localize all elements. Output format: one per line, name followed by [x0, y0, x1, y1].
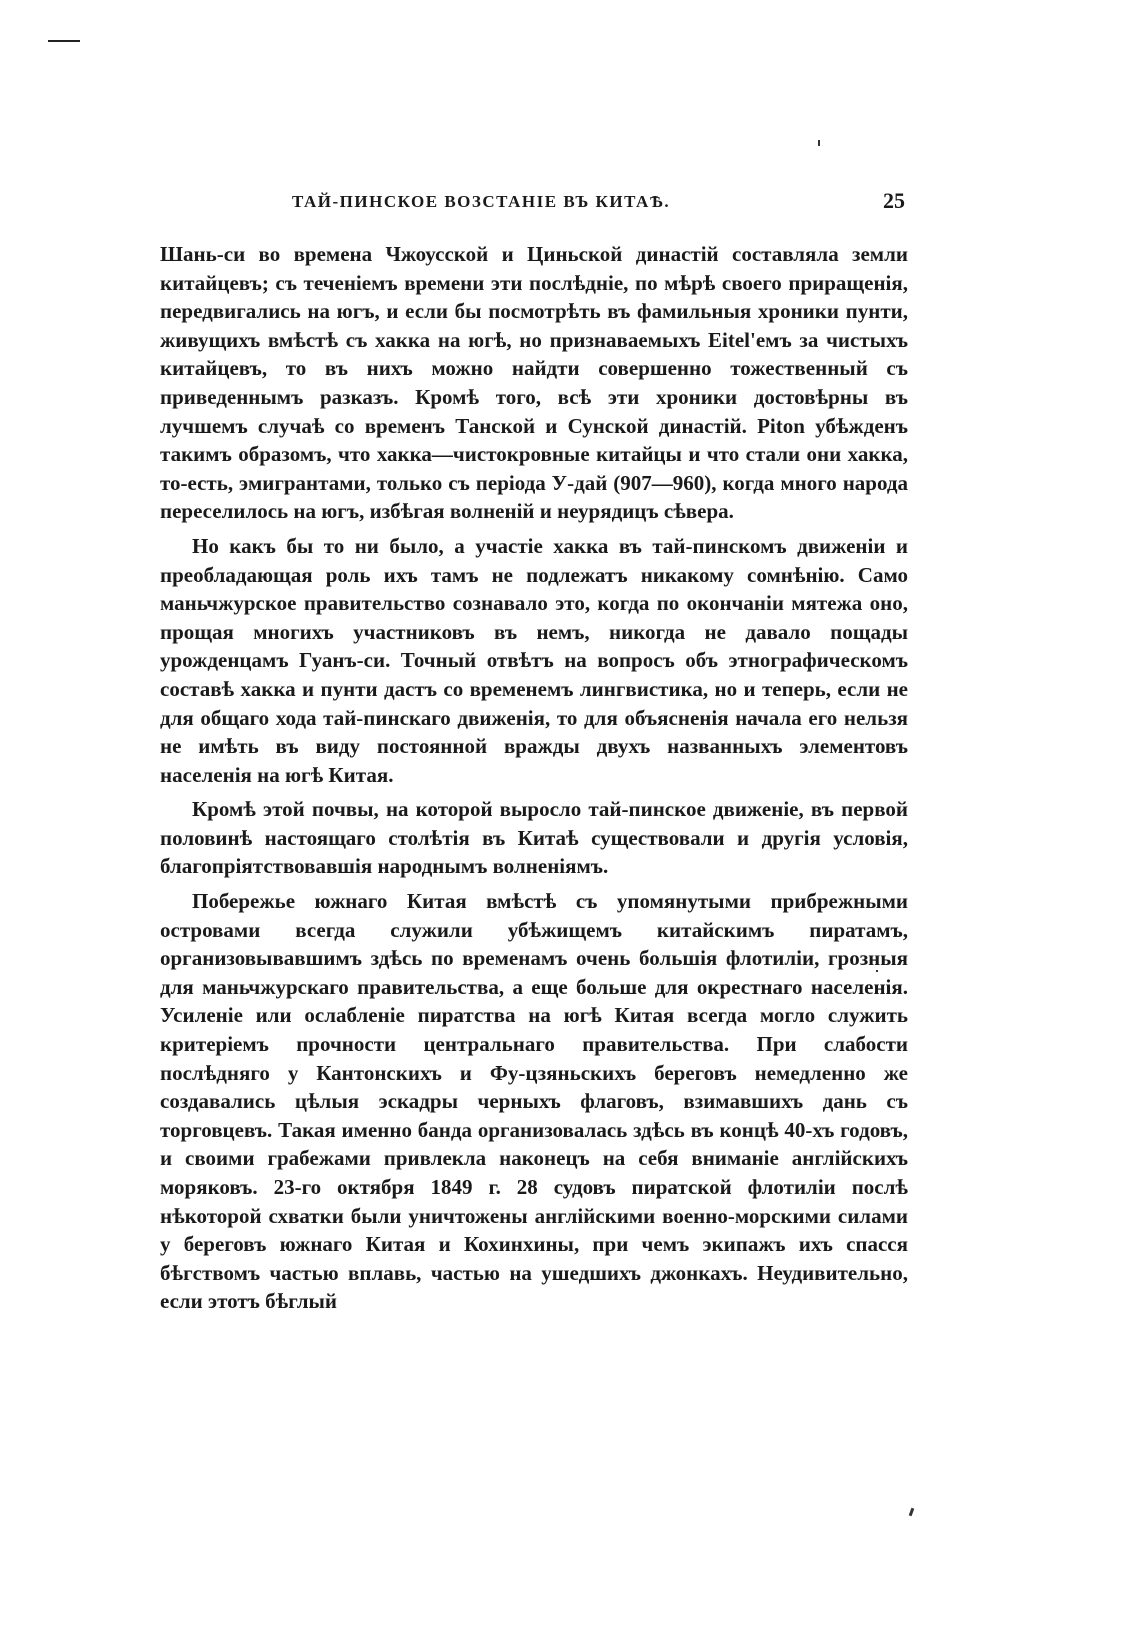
corner-rule [48, 40, 80, 42]
ink-speck [818, 140, 820, 146]
paragraph: Шань-си во времена Чжоусской и Циньской династій составляла земли китайцевъ; съ теченіемъ времени эти послѣдніе, по мѣрѣ своего приращенія, передвигались на югъ, и если бы посмотрѣть въ фамильныя хроники пунти, живущихъ вмѣстѣ съ хакка на югѣ, но признаваемыхъ Eitel'емъ за чистыхъ китайцевъ, то въ нихъ можно найдти совершенно тожественный съ приведеннымъ разказъ. Кромѣ того, всѣ эти хроники достовѣрны въ лучшемъ случаѣ со временъ Танской и Сунской династій. Piton убѣжденъ такимъ образомъ, что хакка—чистокровные китайцы и что стали они хакка, то-есть, эмигрантами, только съ періода У-дай (907—960), когда много народа переселилось на югъ, избѣгая волненій и неурядицъ сѣвера. [160, 242, 908, 524]
paragraph: Побережье южнаго Китая вмѣстѣ съ упомянутыми прибрежными островами всегда служили убѣжищемъ китайскимъ пиратамъ, организовывавшимъ здѣсь по временамъ очень большія флотиліи, грозныя для маньчжурскаго правительства, а еще больше для окрестнаго населенія. Усиленіе или ослабленіе пиратства на югѣ Китая всегда могло служить критеріемъ прочности центральнаго правительства. При слабости послѣдняго у Кантонскихъ и Фу-цзяньскихъ береговъ немедленно же создавались цѣлыя эскадры черныхъ флаговъ, взимавшихъ дань съ торговцевъ. Такая именно банда организовалась здѣсь въ концѣ 40-хъ годовъ, и своими грабежами привлекла наконецъ на себя вниманіе англійскихъ моряковъ. 23-го октября 1849 г. 28 судовъ пиратской флотиліи послѣ нѣкоторой схватки были уничтожены англійскими военно-морскими силами у береговъ южнаго Китая и Кохинхины, при чемъ экипажъ ихъ спасся бѣгствомъ частью вплавь, частью на ушедшихъ джонкахъ. Неудивительно, если этотъ бѣглый [160, 889, 908, 1314]
running-title: ТАЙ-ПИНСКОЕ ВОЗСТАНІЕ ВЪ КИТАѢ. [292, 192, 671, 211]
body-text [160, 240, 908, 1322]
paragraph: Кромѣ этой почвы, на которой выросло тай-пинское движеніе, въ первой половинѣ настоящаго столѣтія въ Китаѣ существовали и другія условія, благопріятствовавшія народнымъ волненіямъ. [160, 797, 908, 879]
paragraph: Но какъ бы то ни было, а участіе хакка въ тай-пинскомъ движеніи и преобладающая роль ихъ тамъ не подлежатъ никакому сомнѣнію. Само маньчжурское правительство сознавало это, когда по окончаніи мятежа оно, прощая многихъ участниковъ въ немъ, никогда не давало пощады урожденцамъ Гуанъ-си. Точный отвѣтъ на вопросъ объ этнографическомъ составѣ хакка и пунти дастъ со временемъ лингвистика, но и теперь, если не для общаго хода тай-пинскаго движенія, то для объясненія начала его нельзя не имѣть въ виду постоянной вражды двухъ названныхъ элементовъ населенія на югѣ Китая. [160, 533, 908, 787]
ink-speck [909, 1508, 915, 1517]
page-number: 25 [883, 188, 905, 213]
page-header [280, 188, 905, 218]
